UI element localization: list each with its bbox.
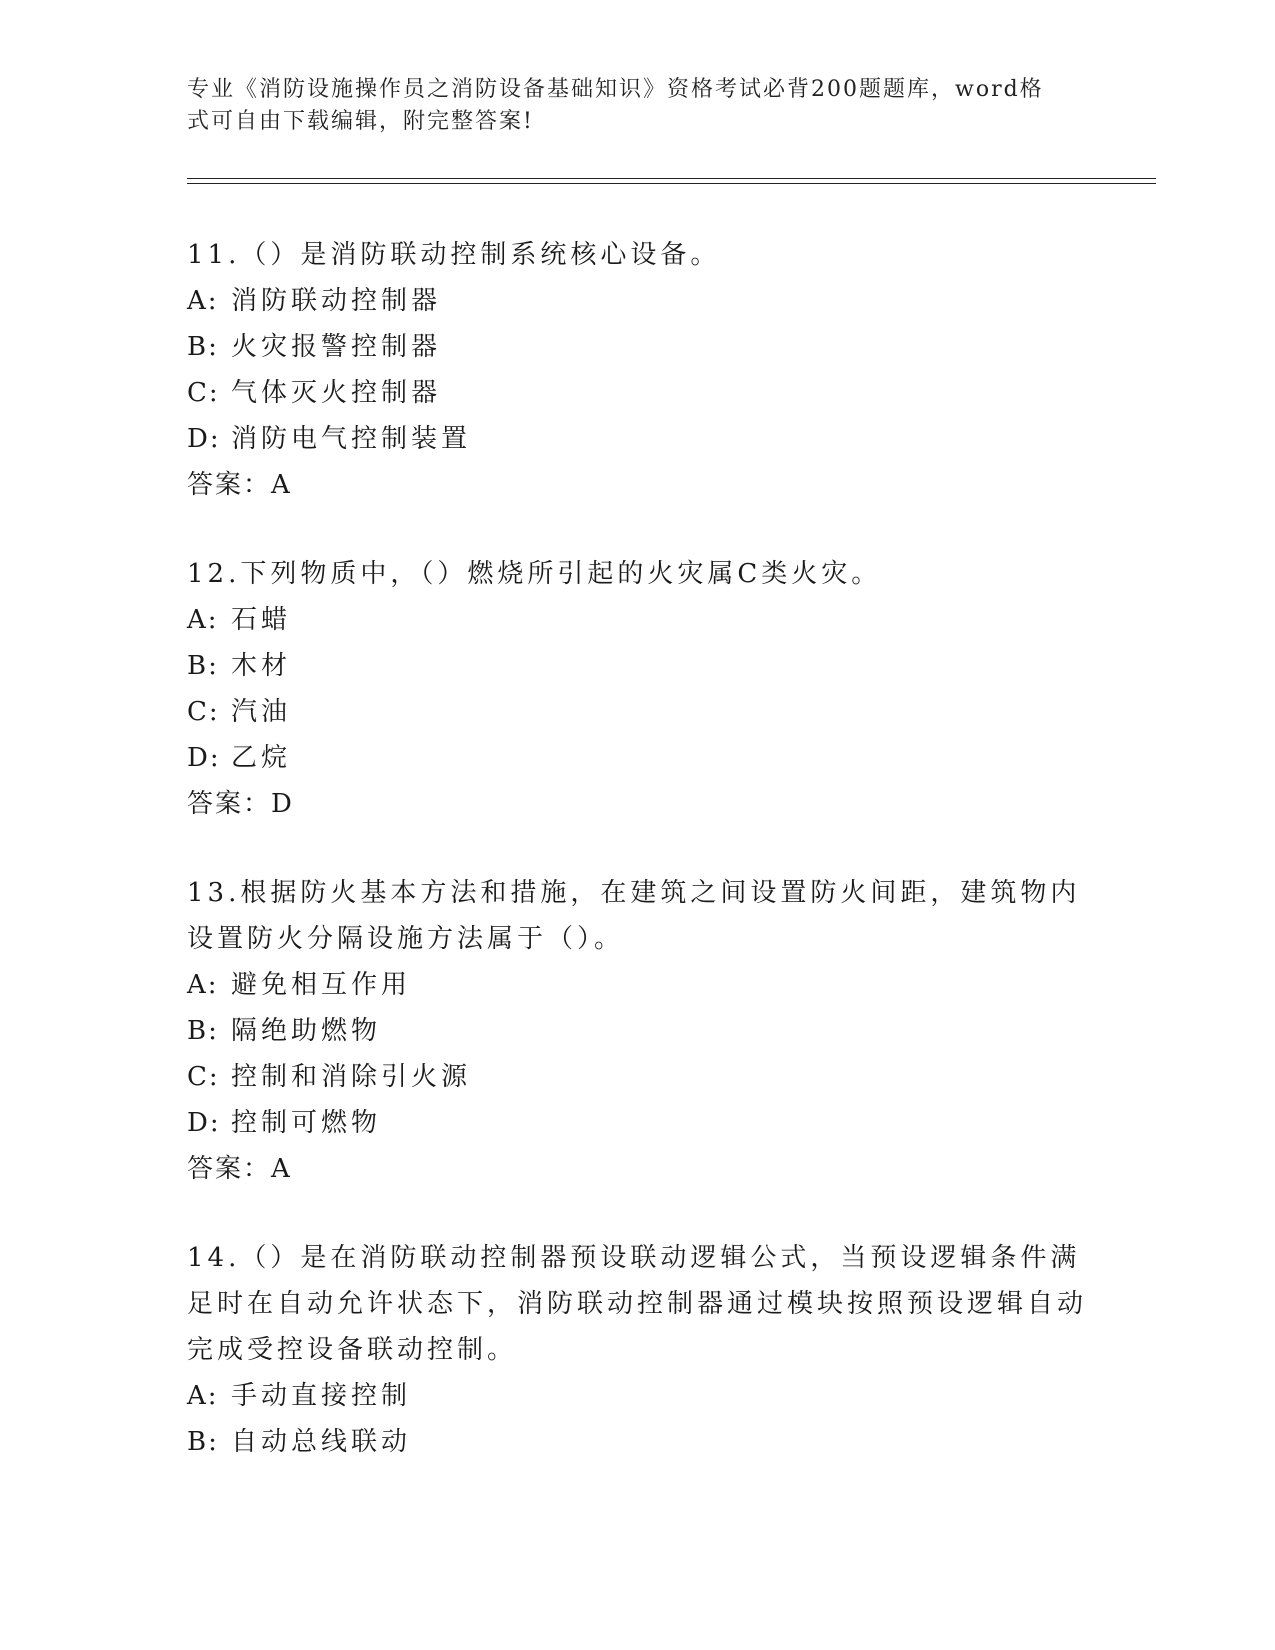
option-text: 乙烷 xyxy=(231,743,292,773)
document-header: 专业《消防设施操作员之消防设备基础知识》资格考试必背200题题库，word格式可自由下载编辑，附完整答案! xyxy=(187,77,1044,134)
question-12 xyxy=(187,551,1087,827)
option-letter: B: xyxy=(187,1016,219,1046)
option-b xyxy=(187,1008,1087,1054)
question-list xyxy=(187,232,1087,1508)
answer-value: A xyxy=(271,470,292,500)
option-letter: B: xyxy=(187,332,219,362)
option-letter: D: xyxy=(187,743,221,773)
question-14 xyxy=(187,1235,1087,1465)
option-text: 火灾报警控制器 xyxy=(231,332,442,362)
answer-line xyxy=(187,1146,1087,1192)
question-13 xyxy=(187,870,1087,1192)
question-text: 12.下列物质中，（）燃烧所引起的火灾属C类火灾。 xyxy=(187,559,882,589)
question-text: 13.根据防火基本方法和措施，在建筑之间设置防火间距，建筑物内设置防火分隔设施方法属于（）。 xyxy=(187,878,1081,954)
header-divider-bottom xyxy=(187,183,1156,184)
option-d xyxy=(187,1100,1087,1146)
option-letter: D: xyxy=(187,1108,221,1138)
option-letter: A: xyxy=(187,970,219,1000)
option-b xyxy=(187,324,1087,370)
answer-line xyxy=(187,462,1087,508)
option-a xyxy=(187,962,1087,1008)
option-text: 气体灭火控制器 xyxy=(231,378,442,408)
option-text: 消防电气控制装置 xyxy=(231,424,472,454)
option-b xyxy=(187,1419,1087,1465)
option-b xyxy=(187,643,1087,689)
option-text: 手动直接控制 xyxy=(231,1381,412,1411)
option-letter: C: xyxy=(187,1062,220,1092)
answer-label: 答案： xyxy=(187,789,272,819)
option-text: 控制可燃物 xyxy=(231,1108,382,1138)
option-d xyxy=(187,416,1087,462)
option-a xyxy=(187,1373,1087,1419)
option-letter: A: xyxy=(187,1381,219,1411)
option-text: 控制和消除引火源 xyxy=(231,1062,472,1092)
option-letter: C: xyxy=(187,697,220,727)
option-c xyxy=(187,689,1087,735)
option-letter: B: xyxy=(187,1427,219,1457)
answer-value: D xyxy=(271,789,294,819)
option-letter: A: xyxy=(187,605,219,635)
question-11 xyxy=(187,232,1087,508)
option-c xyxy=(187,1054,1087,1100)
option-letter: C: xyxy=(187,378,220,408)
option-c xyxy=(187,370,1087,416)
answer-line xyxy=(187,781,1087,827)
option-text: 汽油 xyxy=(231,697,292,727)
option-text: 消防联动控制器 xyxy=(231,286,442,316)
option-a xyxy=(187,278,1087,324)
option-d xyxy=(187,735,1087,781)
option-letter: D: xyxy=(187,424,221,454)
option-letter: B: xyxy=(187,651,219,681)
option-text: 木材 xyxy=(231,651,292,681)
option-text: 隔绝助燃物 xyxy=(231,1016,382,1046)
question-text: 11.（）是消防联动控制系统核心设备。 xyxy=(187,240,721,270)
option-a xyxy=(187,597,1087,643)
header-divider-top xyxy=(187,178,1156,179)
answer-label: 答案： xyxy=(187,1154,272,1184)
answer-value: A xyxy=(271,1154,292,1184)
answer-label: 答案： xyxy=(187,470,272,500)
option-letter: A: xyxy=(187,286,219,316)
option-text: 避免相互作用 xyxy=(231,970,412,1000)
option-text: 石蜡 xyxy=(231,605,292,635)
question-text: 14.（）是在消防联动控制器预设联动逻辑公式，当预设逻辑条件满足时在自动允许状态下，消防联动控制器通过模块按照预设逻辑自动完成受控设备联动控制。 xyxy=(187,1243,1088,1365)
option-text: 自动总线联动 xyxy=(231,1427,412,1457)
